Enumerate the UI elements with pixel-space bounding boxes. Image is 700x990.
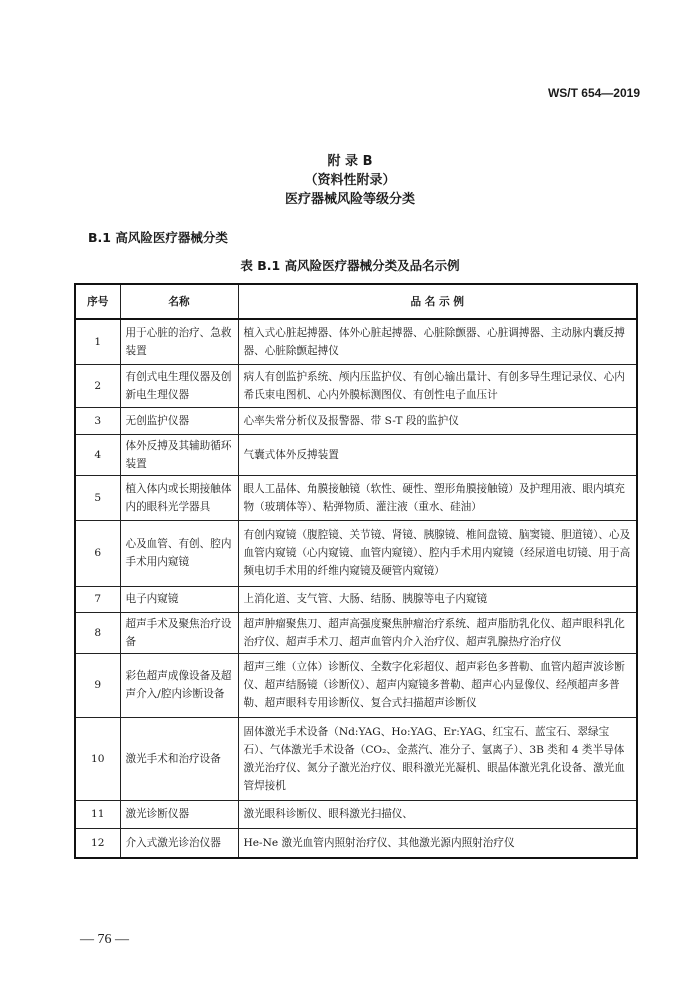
annex-subtitle: 医疗器械风险等级分类 (284, 192, 415, 207)
row-number: 10 (75, 717, 120, 800)
row-name: 电子内窥镜 (120, 586, 238, 612)
row-number: 9 (75, 653, 120, 717)
row-examples: 心率失常分析仪及报警器、带 S-T 段的监护仪 (238, 407, 637, 434)
row-examples: He-Ne 激光血管内照射治疗仪、其他激光源内照射治疗仪 (238, 828, 637, 858)
row-number: 2 (75, 364, 120, 407)
row-number: 3 (75, 407, 120, 434)
row-name: 体外反搏及其辅助循环装置 (120, 434, 238, 475)
row-examples: 激光眼科诊断仪、眼科激光扫描仪、 (238, 800, 637, 828)
table-row (75, 319, 637, 364)
table-row (75, 717, 637, 800)
table-row (75, 475, 637, 520)
row-number: 7 (75, 586, 120, 612)
row-name: 彩色超声成像设备及超声介入/腔内诊断设备 (120, 653, 238, 717)
annex-type: （资料性附录） (304, 173, 396, 188)
row-number: 6 (75, 520, 120, 586)
table-header-row (75, 284, 637, 319)
table-caption: 表 B.1 高风险医疗器械分类及品名示例 (240, 258, 460, 273)
row-examples: 眼人工晶体、角膜接触镜（软性、硬性、塑形角膜接触镜）及护理用液、眼内填充物（玻璃体等）、粘弹物质、灌注液（重水、硅油） (238, 475, 637, 520)
table-row (75, 434, 637, 475)
row-name: 心及血管、有创、腔内手术用内窥镜 (120, 520, 238, 586)
row-number: 8 (75, 612, 120, 653)
row-name: 介入式激光诊治仪器 (120, 828, 238, 858)
row-examples: 上消化道、支气管、大肠、结肠、胰腺等电子内窥镜 (238, 586, 637, 612)
row-name: 用于心脏的治疗、急救装置 (120, 319, 238, 364)
row-examples: 固体激光手术设备（Nd:YAG、Ho:YAG、Er:YAG、红宝石、蓝宝石、翠绿宝石）、气体激光手术设备（CO₂、金蒸汽、准分子、氩离子）、3B 类和 4 类半导体激光治疗仪、氮分子激光治疗仪、眼科激光光凝机、眼晶体激光乳化设备、激光血管焊接机 (238, 717, 637, 800)
table-row (75, 653, 637, 717)
classification-table (74, 283, 638, 859)
table-row (75, 586, 637, 612)
row-name: 无创监护仪器 (120, 407, 238, 434)
header-name: 名称 (120, 284, 238, 319)
row-examples: 有创内窥镜（腹腔镜、关节镜、肾镜、胰腺镜、椎间盘镜、脑窦镜、胆道镜）、心及血管内窥镜（心内窥镜、血管内窥镜）、腔内手术用内窥镜（经尿道电切镜、用于高频电切手术用的纤维内窥镜及硬管内窥镜） (238, 520, 637, 586)
row-examples: 植入式心脏起搏器、体外心脏起搏器、心脏除颤器、心脏调搏器、主动脉内囊反搏器、心脏除颤起搏仪 (238, 319, 637, 364)
row-name: 超声手术及聚焦治疗设备 (120, 612, 238, 653)
row-name: 有创式电生理仪器及创新电生理仪器 (120, 364, 238, 407)
row-examples: 超声肿瘤聚焦刀、超声高强度聚焦肿瘤治疗系统、超声脂肪乳化仪、超声眼科乳化治疗仪、超声手术刀、超声血管内介入治疗仪、超声乳腺热疗治疗仪 (238, 612, 637, 653)
header-examples: 品 名 示 例 (238, 284, 637, 319)
row-examples: 超声三维（立体）诊断仪、全数字化彩超仪、超声彩色多普勒、血管内超声波诊断仪、超声结肠镜（诊断仪）、超声内窥镜多普勒、超声心内显像仪、经颅超声多普勒、超声眼科专用诊断仪、复合式扫描超声诊断仪 (238, 653, 637, 717)
row-number: 5 (75, 475, 120, 520)
table-row (75, 612, 637, 653)
row-examples: 气囊式体外反搏装置 (238, 434, 637, 475)
row-examples: 病人有创监护系统、颅内压监护仪、有创心输出量计、有创多导生理记录仪、心内希氏束电图机、心内外膜标测图仪、有创性电子血压计 (238, 364, 637, 407)
row-number: 4 (75, 434, 120, 475)
annex-title: 附 录 B (327, 154, 373, 169)
table-row (75, 828, 637, 858)
row-name: 激光诊断仪器 (120, 800, 238, 828)
table-row (75, 407, 637, 434)
section-title: B.1 高风险医疗器械分类 (88, 230, 228, 245)
table-row (75, 800, 637, 828)
standard-code: WS/T 654—2019 (547, 86, 640, 100)
row-number: 12 (75, 828, 120, 858)
row-name: 激光手术和治疗设备 (120, 717, 238, 800)
header-number: 序号 (75, 284, 120, 319)
page-number: — 76 — (80, 932, 129, 947)
annex-heading (0, 152, 700, 209)
table-row (75, 520, 637, 586)
row-number: 1 (75, 319, 120, 364)
row-number: 11 (75, 800, 120, 828)
row-name: 植入体内或长期接触体内的眼科光学器具 (120, 475, 238, 520)
table-row (75, 364, 637, 407)
